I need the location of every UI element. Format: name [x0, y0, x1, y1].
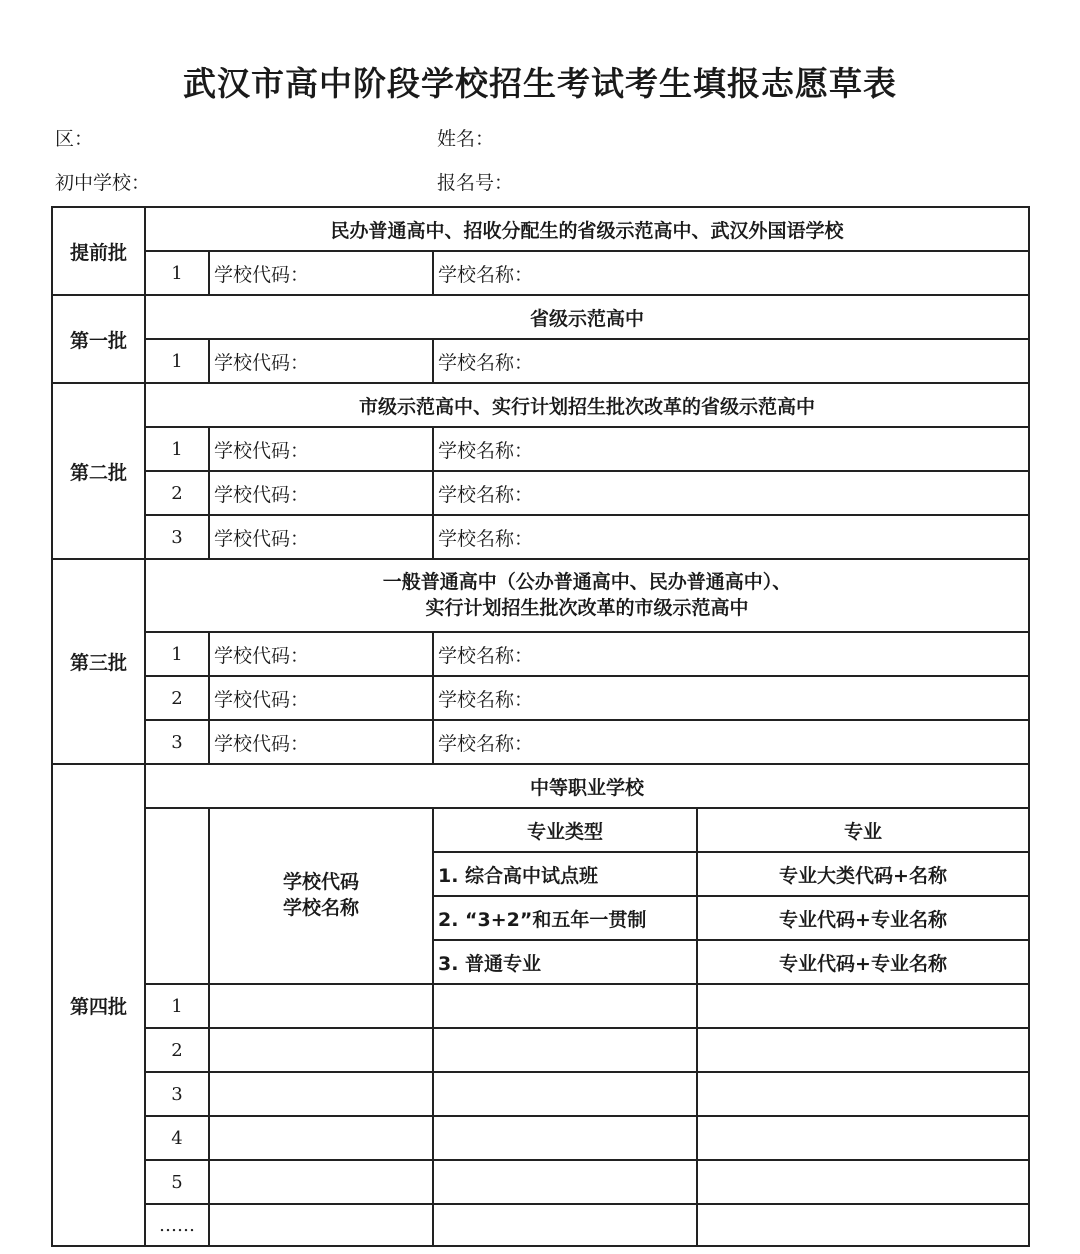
school-name-label: 学校名称： [438, 439, 534, 462]
school-name-label: 学校名称： [438, 527, 534, 550]
major-type-2: 2. “3+2”和五年一贯制 [433, 896, 697, 940]
preference-form-table [51, 206, 1030, 1247]
major-type-input[interactable] [433, 1116, 697, 1160]
school-name-field[interactable] [433, 427, 1029, 471]
table-row [52, 984, 1029, 1028]
major-type-input[interactable] [433, 984, 697, 1028]
school-code-field[interactable] [209, 427, 433, 471]
name-field[interactable] [437, 124, 494, 151]
batch-second-category: 市级示范高中、实行计划招生批次改革的省级示范高中 [145, 383, 1029, 427]
district-field[interactable] [55, 124, 93, 151]
table-row [52, 339, 1029, 383]
first-batch-header-row [52, 295, 1029, 339]
major-type-input[interactable] [433, 1028, 697, 1072]
major-type-input[interactable] [433, 1204, 697, 1246]
middle-school-field[interactable] [55, 168, 150, 195]
table-row [52, 676, 1029, 720]
major-header: 专业 [697, 808, 1029, 852]
table-row [52, 1072, 1029, 1116]
major-format-2: 专业代码+专业名称 [697, 896, 1029, 940]
school-name-field[interactable] [433, 632, 1029, 676]
batch-third-category [145, 559, 1029, 632]
major-header-row [52, 808, 1029, 852]
school-name-field[interactable] [433, 251, 1029, 295]
school-name-header: 学校名称 [282, 897, 359, 919]
table-row [52, 471, 1029, 515]
school-name-field[interactable] [433, 720, 1029, 764]
row-number: 4 [145, 1116, 209, 1160]
table-row [52, 632, 1029, 676]
batch-first-label: 第一批 [52, 295, 145, 383]
school-code-field[interactable] [209, 515, 433, 559]
reg-no-field[interactable] [437, 168, 513, 195]
school-code-name-header [209, 808, 433, 984]
school-code-field[interactable] [209, 339, 433, 383]
table-row [52, 1028, 1029, 1072]
fourth-batch-header-row [52, 764, 1029, 808]
batch-fourth-category: 中等职业学校 [145, 764, 1029, 808]
school-name-field[interactable] [433, 515, 1029, 559]
row-number: 1 [145, 339, 209, 383]
major-type-input[interactable] [433, 1160, 697, 1204]
row-number: 1 [145, 251, 209, 295]
major-input[interactable] [697, 1028, 1029, 1072]
table-row [52, 251, 1029, 295]
school-code-label: 学校代码： [214, 644, 310, 667]
school-code-label: 学校代码： [214, 527, 310, 550]
major-type-3: 3. 普通专业 [433, 940, 697, 984]
school-name-label: 学校名称： [438, 483, 534, 506]
school-code-label: 学校代码： [214, 351, 310, 374]
major-input[interactable] [697, 1204, 1029, 1246]
school-code-label: 学校代码： [214, 263, 310, 286]
batch-third-category-line2: 实行计划招生批次改革的市级示范高中 [425, 596, 749, 619]
school-code-name-input[interactable] [209, 1160, 433, 1204]
batch-early-category: 民办普通高中、招收分配生的省级示范高中、武汉外国语学校 [145, 207, 1029, 251]
row-number: 3 [145, 1072, 209, 1116]
row-number: 1 [145, 632, 209, 676]
school-code-field[interactable] [209, 471, 433, 515]
school-code-field[interactable] [209, 676, 433, 720]
row-number: 3 [145, 720, 209, 764]
row-number: 3 [145, 515, 209, 559]
table-row [52, 1116, 1029, 1160]
school-name-field[interactable] [433, 339, 1029, 383]
row-number: 1 [145, 427, 209, 471]
batch-second-label: 第二批 [52, 383, 145, 559]
school-code-field[interactable] [209, 720, 433, 764]
major-format-3: 专业代码+专业名称 [697, 940, 1029, 984]
blank-number-cell [145, 808, 209, 984]
school-code-name-input[interactable] [209, 1204, 433, 1246]
row-number: 5 [145, 1160, 209, 1204]
school-code-label: 学校代码： [214, 483, 310, 506]
major-input[interactable] [697, 1160, 1029, 1204]
district-label: 区： [55, 128, 94, 150]
row-number: 2 [145, 471, 209, 515]
batch-early-label: 提前批 [52, 207, 145, 295]
school-code-name-input[interactable] [209, 1028, 433, 1072]
major-type-1: 1. 综合高中试点班 [433, 852, 697, 896]
school-name-field[interactable] [433, 471, 1029, 515]
major-type-input[interactable] [433, 1072, 697, 1116]
major-input[interactable] [697, 1116, 1029, 1160]
row-number: 2 [145, 676, 209, 720]
table-row [52, 1204, 1029, 1246]
third-batch-header-row [52, 559, 1029, 632]
middle-school-label: 初中学校： [55, 172, 151, 194]
row-number: 1 [145, 984, 209, 1028]
table-row [52, 1160, 1029, 1204]
early-batch-header-row [52, 207, 1029, 251]
reg-no-label: 报名号： [437, 172, 514, 194]
table-row [52, 515, 1029, 559]
school-name-label: 学校名称： [438, 263, 534, 286]
major-type-header: 专业类型 [433, 808, 697, 852]
row-number: 2 [145, 1028, 209, 1072]
school-name-label: 学校名称： [438, 644, 534, 667]
batch-first-category: 省级示范高中 [145, 295, 1029, 339]
page-title: 武汉市高中阶段学校招生考试考生填报志愿草表 [183, 64, 897, 103]
name-label: 姓名： [437, 128, 495, 150]
batch-third-label: 第三批 [52, 559, 145, 764]
school-code-header: 学校代码 [282, 871, 359, 894]
school-name-field[interactable] [433, 676, 1029, 720]
school-code-name-input[interactable] [209, 1116, 433, 1160]
row-number-ellipsis: …… [145, 1204, 209, 1246]
school-code-label: 学校代码： [214, 732, 310, 755]
school-code-name-input[interactable] [209, 984, 433, 1028]
batch-third-category-line1: 一般普通高中（公办普通高中、民办普通高中）、 [382, 570, 792, 593]
school-code-label: 学校代码： [214, 688, 310, 711]
school-name-label: 学校名称： [438, 351, 534, 374]
school-code-field[interactable] [209, 632, 433, 676]
major-input[interactable] [697, 984, 1029, 1028]
school-code-field[interactable] [209, 251, 433, 295]
second-batch-header-row [52, 383, 1029, 427]
major-format-1: 专业大类代码+名称 [697, 852, 1029, 896]
batch-fourth-label: 第四批 [52, 764, 145, 1246]
school-code-name-input[interactable] [209, 1072, 433, 1116]
table-row [52, 427, 1029, 471]
table-row [52, 720, 1029, 764]
major-input[interactable] [697, 1072, 1029, 1116]
school-name-label: 学校名称： [438, 688, 534, 711]
school-name-label: 学校名称： [438, 732, 534, 755]
school-code-label: 学校代码： [214, 439, 310, 462]
